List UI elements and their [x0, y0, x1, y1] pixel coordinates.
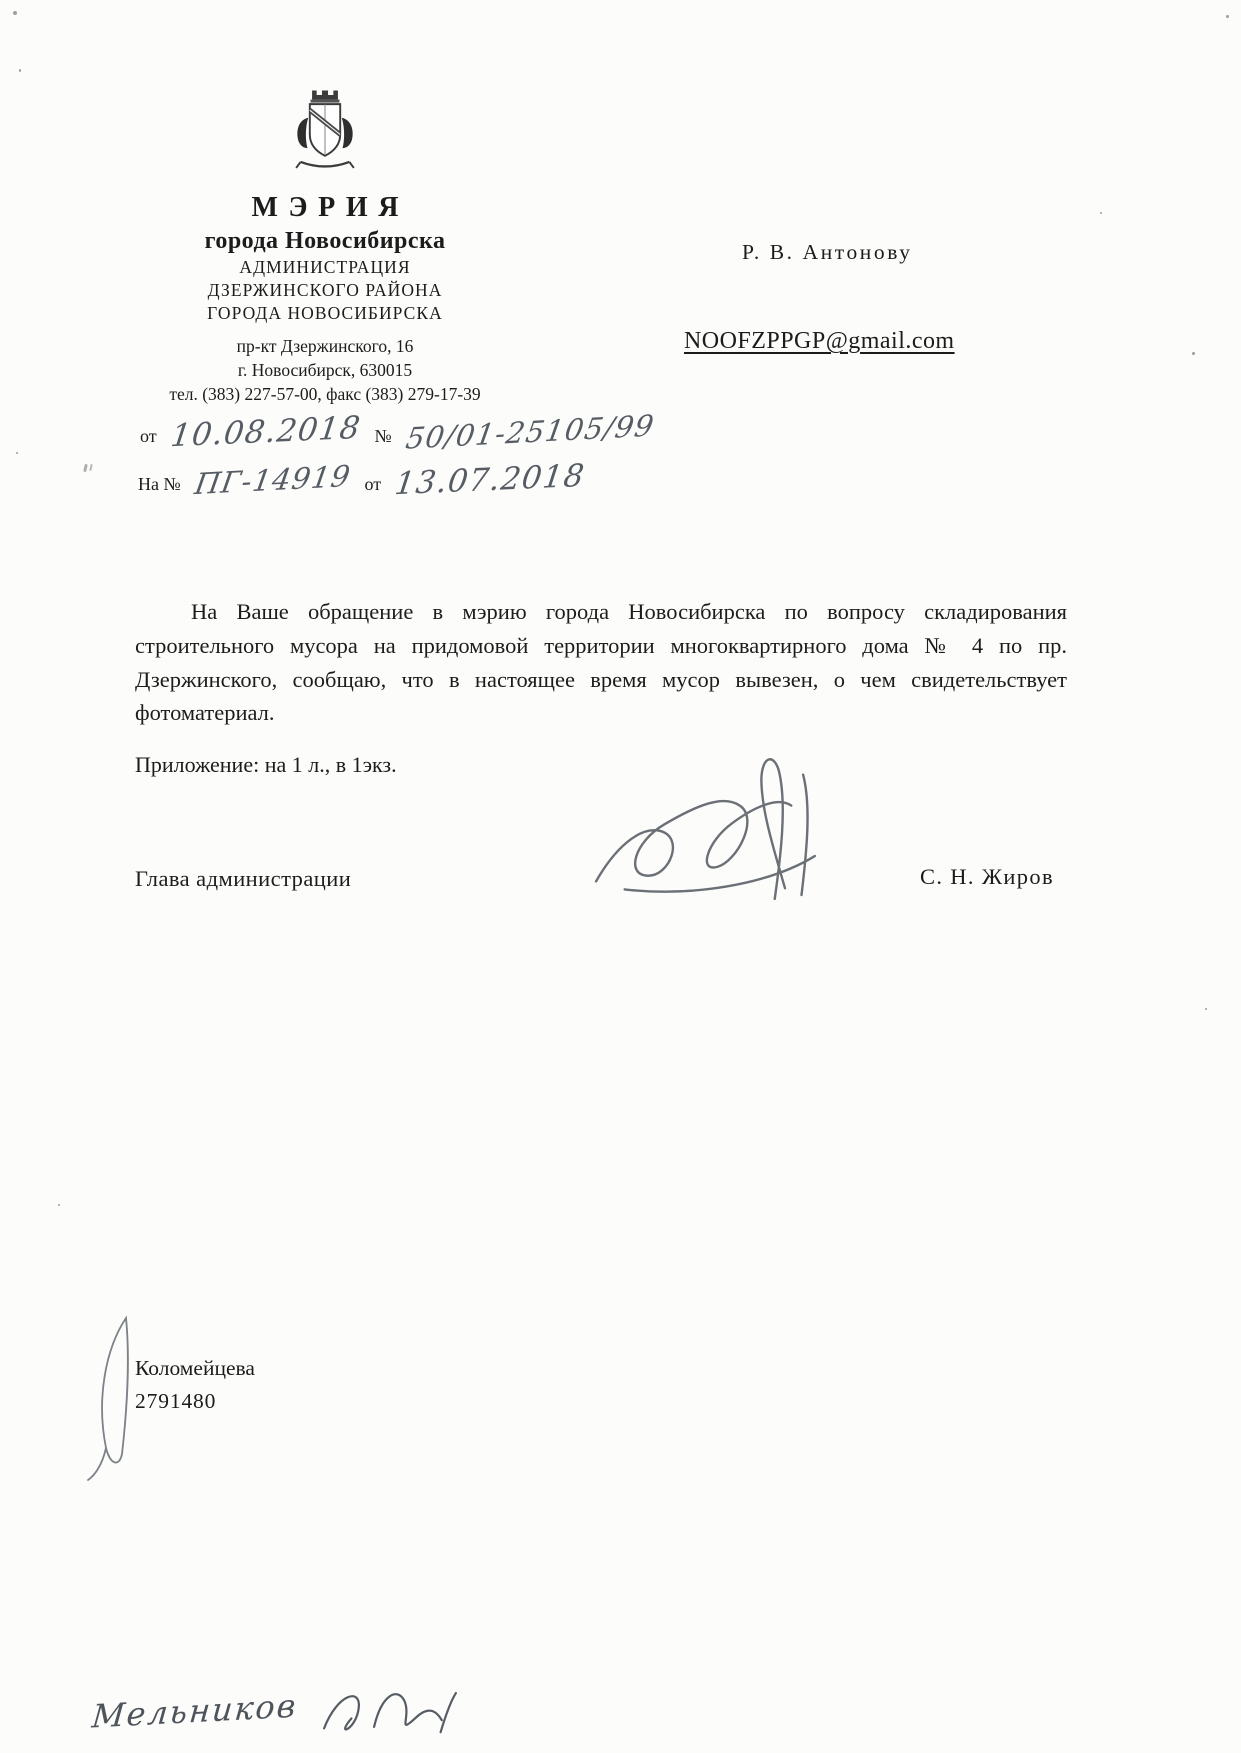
signoff-title: Глава администрации: [135, 866, 352, 891]
scan-speck: [19, 69, 21, 72]
ref-number-label: №: [374, 426, 392, 446]
executor-phone: 2791480: [135, 1389, 217, 1413]
reply-date-handwritten: 13.07.2018: [392, 457, 588, 503]
ref-date-handwritten: 10.08.2018: [168, 409, 363, 455]
scan-speck: [1100, 212, 1102, 214]
reply-number-label: На №: [138, 474, 181, 494]
letter-body-paragraph: На Ваше обращение в мэрию города Новосибирска по вопросу складирования строительного мусора на придомовой территории многоквартирного дома № 4 по пр. Дзержинского, сообщаю, что в настоящее время мусор вывезен, о чем свидетельствует фотоматериал.: [135, 599, 1067, 726]
org-administration: АДМИНИСТРАЦИЯ: [239, 257, 411, 277]
executor-name: Коломейцева: [135, 1356, 255, 1380]
address-city: г. Новосибирск, 630015: [237, 360, 413, 380]
bottom-signature-scribble: [311, 1676, 461, 1746]
org-name-city: города Новосибирска: [204, 228, 446, 254]
scan-speck: [58, 1204, 60, 1206]
scan-speck: [13, 11, 17, 15]
ref-line-outgoing: [140, 408, 657, 456]
address-contacts: тел. (383) 227-57-00, факс (383) 279-17-39: [169, 384, 481, 404]
head-signature-scribble: [565, 752, 835, 917]
recipient-email: NOOFZPPGP@gmail.com: [684, 328, 955, 354]
org-name-main: МЭРИЯ: [251, 192, 410, 223]
recipient-name: Р. В. Антонову: [742, 240, 913, 264]
signoff-name: С. Н. Жиров: [920, 864, 1054, 889]
ref-number-handwritten: 50/01-25105/99: [403, 408, 657, 456]
org-city: ГОРОДА НОВОСИБИРСКА: [207, 303, 443, 323]
scan-speck: [83, 464, 88, 472]
letterhead: [88, 86, 562, 405]
ref-line-incoming: [138, 457, 588, 503]
city-emblem-icon: [287, 86, 363, 180]
ref-date-label: от: [140, 426, 157, 446]
bottom-handwritten-note: [92, 1676, 461, 1746]
address-street: пр-кт Дзержинского, 16: [236, 336, 414, 356]
reply-date-label: от: [364, 474, 382, 494]
scan-speck: [16, 452, 18, 454]
scan-speck: [1192, 352, 1195, 355]
scan-speck: [1205, 1008, 1207, 1010]
attachment-line: Приложение: на 1 л., в 1экз.: [135, 752, 397, 777]
reply-number-handwritten: ПГ-14919: [192, 458, 354, 502]
org-district: ДЗЕРЖИНСКОГО РАЙОНА: [207, 280, 443, 300]
scan-speck: [1226, 15, 1229, 18]
scan-speck: [89, 464, 92, 471]
bottom-handwritten-name: Мельников: [90, 1686, 300, 1736]
